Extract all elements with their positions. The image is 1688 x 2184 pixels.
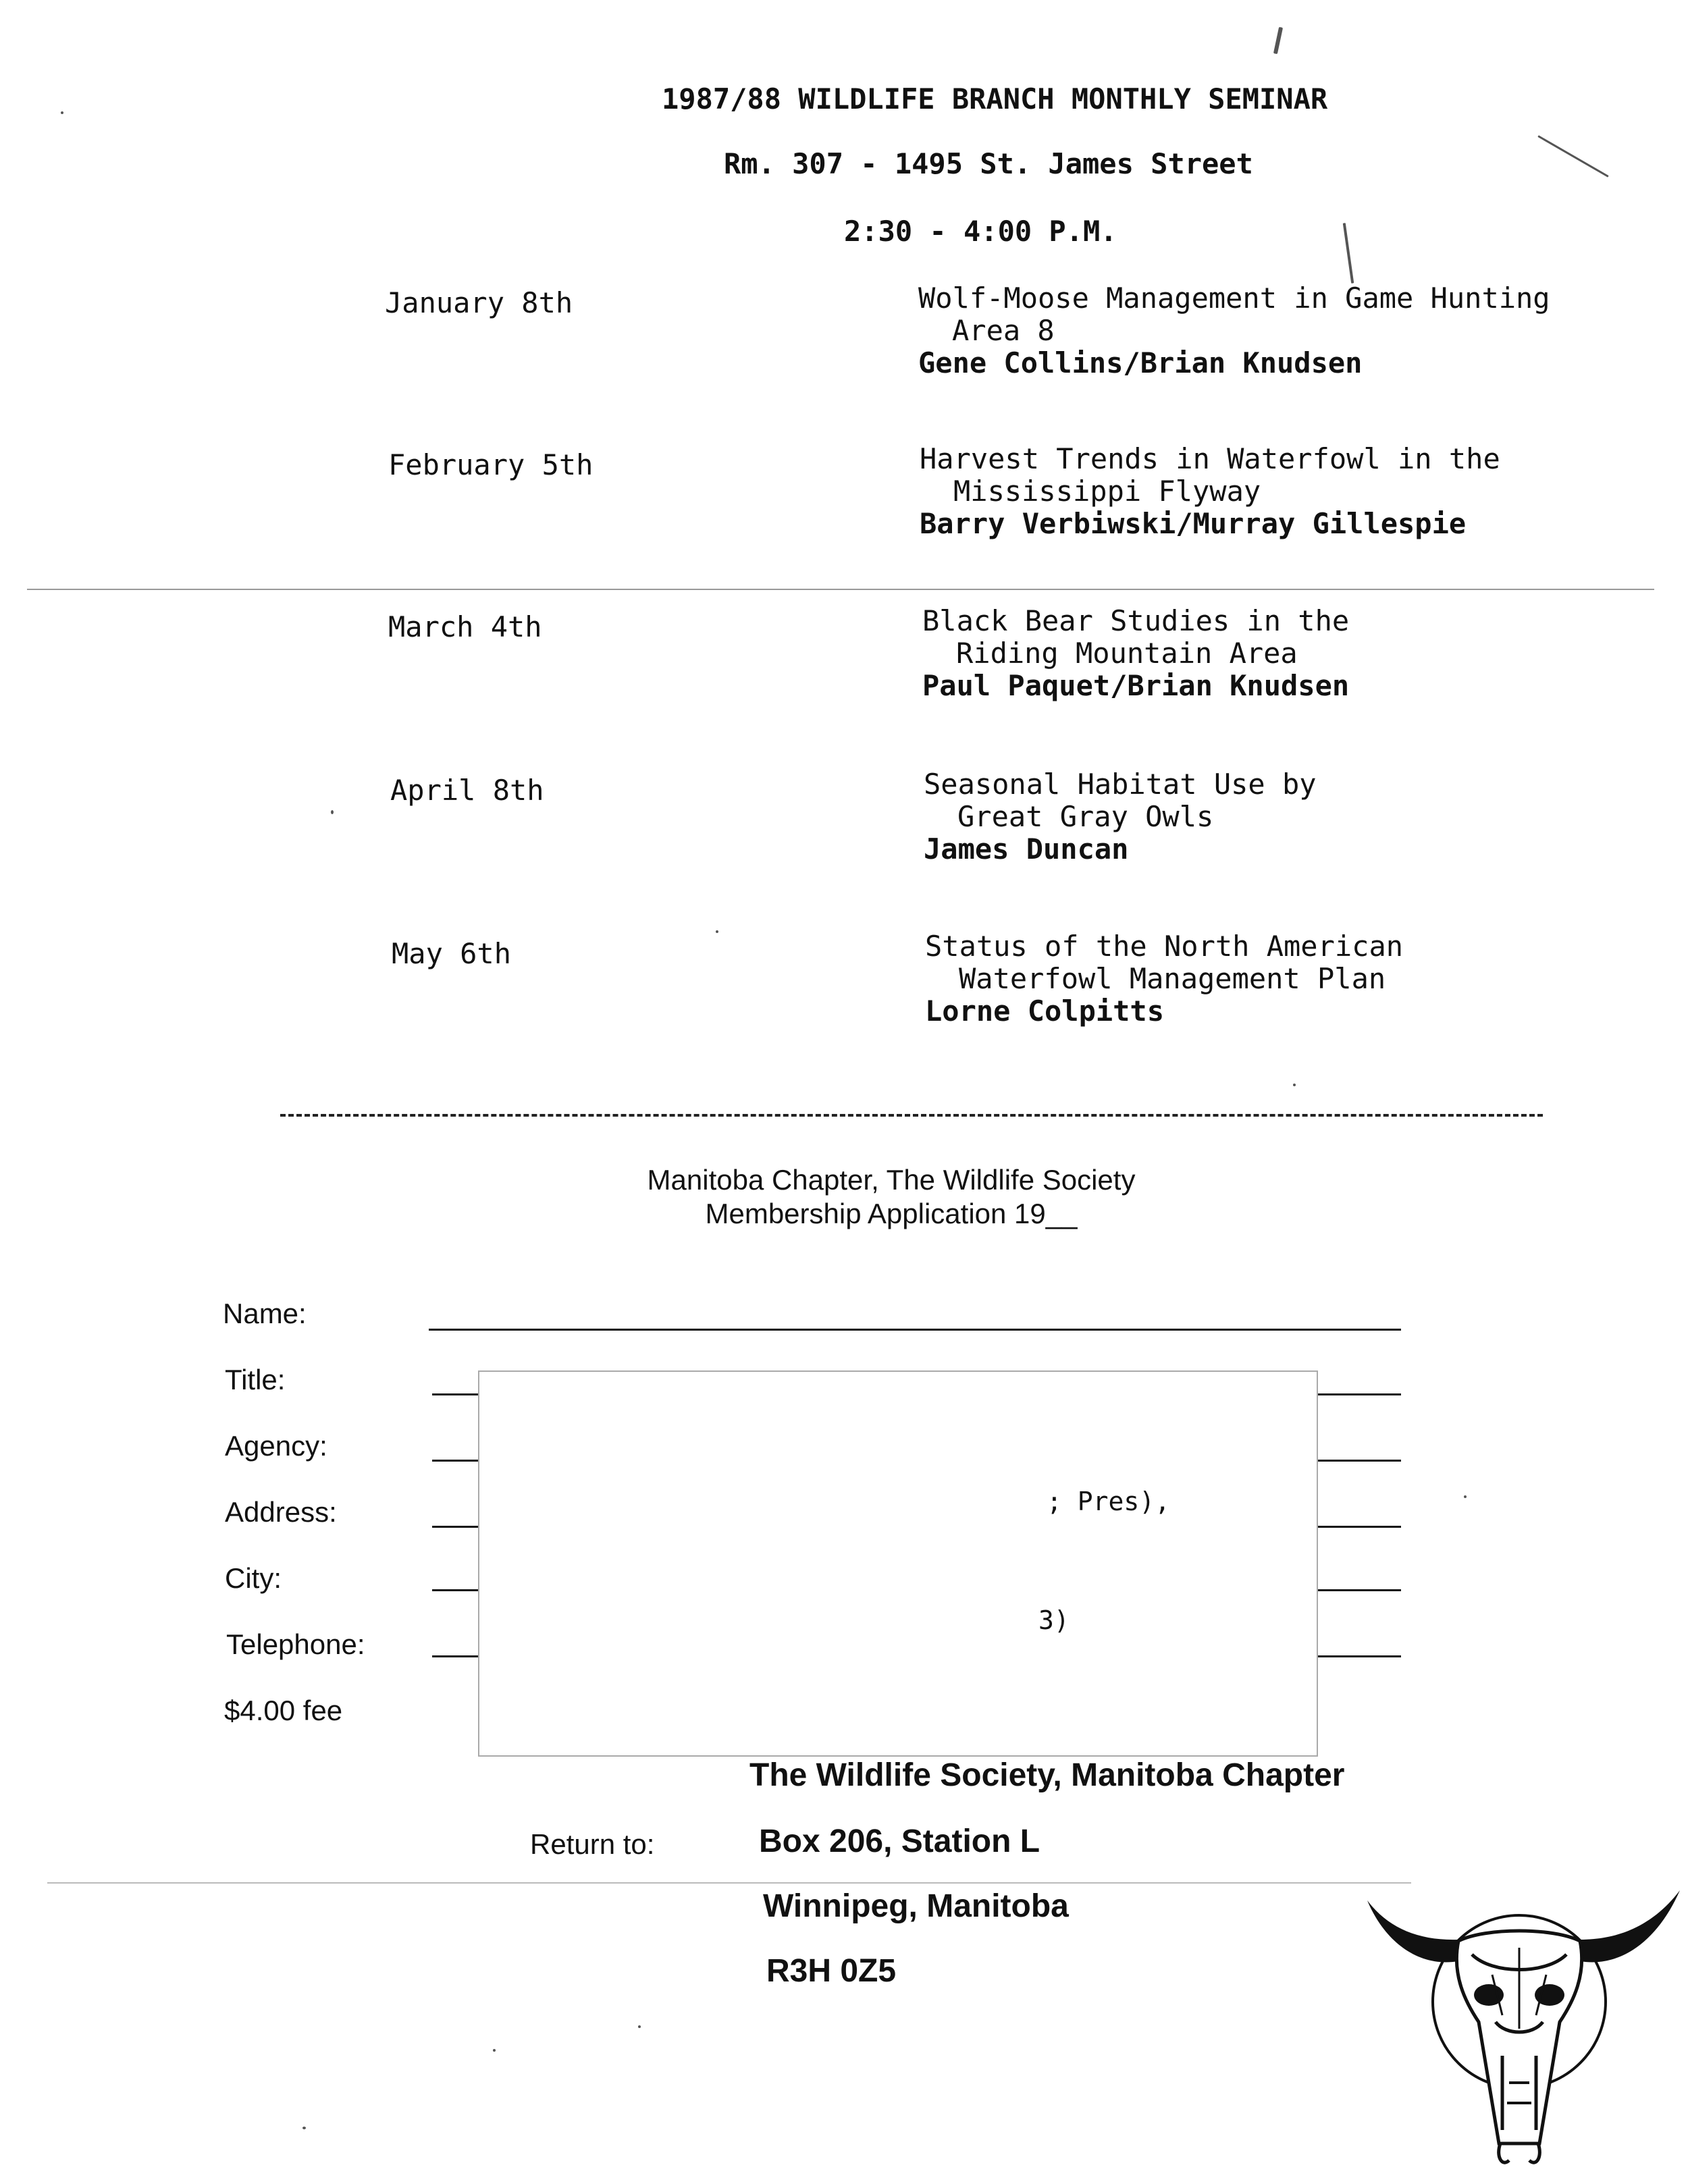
cut-line	[280, 1114, 1543, 1117]
label-address: Address:	[225, 1496, 337, 1528]
scan-speck	[1464, 1495, 1467, 1498]
return-line-1: The Wildlife Society, Manitoba Chapter	[749, 1757, 1345, 1793]
scan-speck	[716, 930, 718, 933]
return-label: Return to:	[530, 1828, 655, 1860]
session-topic-cont: Riding Mountain Area	[956, 637, 1298, 670]
scan-speck	[1293, 1084, 1296, 1086]
scan-speck	[638, 2025, 641, 2028]
session-4	[924, 768, 1317, 865]
session-1	[918, 282, 1550, 379]
session-2	[920, 443, 1500, 540]
title-field-line-left[interactable]	[432, 1393, 479, 1395]
label-fee: $4.00 fee	[224, 1695, 343, 1726]
telephone-field-line-left[interactable]	[432, 1655, 479, 1657]
session-topic-cont: Great Gray Owls	[957, 800, 1214, 833]
session-speakers: Barry Verbiwski/Murray Gillespie	[920, 507, 1467, 540]
city-field-line-right[interactable]	[1317, 1589, 1401, 1591]
scan-mark	[1273, 27, 1283, 54]
session-topic: Status of the North American	[925, 930, 1404, 963]
scan-speck	[302, 2127, 306, 2129]
scan-fold-line-2	[47, 1882, 1411, 1884]
session-speakers: James Duncan	[924, 832, 1129, 865]
address-field-line-right[interactable]	[1317, 1526, 1401, 1528]
session-date-4: April 8th	[390, 774, 544, 807]
session-topic: Seasonal Habitat Use by	[924, 768, 1317, 801]
session-date-2: February 5th	[388, 448, 594, 481]
session-speakers: Gene Collins/Brian Knudsen	[918, 346, 1363, 379]
label-agency: Agency:	[225, 1430, 327, 1462]
session-topic-cont: Waterfowl Management Plan	[959, 962, 1386, 995]
scan-fold-line	[27, 589, 1654, 590]
agency-field-line-left[interactable]	[432, 1460, 479, 1462]
pasted-cover-patch	[478, 1370, 1318, 1757]
scan-speck	[331, 810, 334, 814]
session-speakers: Paul Paquet/Brian Knudsen	[922, 669, 1350, 702]
label-city: City:	[225, 1562, 282, 1594]
form-title: Membership Application 19__	[705, 1198, 1078, 1229]
fragment-three: 3)	[1038, 1605, 1070, 1635]
telephone-field-line-right[interactable]	[1317, 1655, 1401, 1657]
scan-mark	[1343, 223, 1354, 284]
session-date-3: March 4th	[388, 610, 542, 643]
city-field-line-left[interactable]	[432, 1589, 479, 1591]
session-topic: Harvest Trends in Waterfowl in the	[920, 442, 1500, 475]
left-horn	[1367, 1900, 1458, 1963]
scan-speck	[493, 2049, 496, 2052]
seminar-title: 1987/88 WILDLIFE BRANCH MONTHLY SEMINAR	[662, 82, 1328, 115]
session-3	[922, 605, 1349, 702]
scan-speck	[61, 111, 63, 114]
form-org: Manitoba Chapter, The Wildlife Society	[647, 1164, 1136, 1196]
name-field-line[interactable]	[429, 1329, 1401, 1331]
return-line-3: Winnipeg, Manitoba	[763, 1888, 1069, 1924]
scan-mark	[1537, 135, 1608, 178]
agency-field-line-right[interactable]	[1317, 1460, 1401, 1462]
seminar-location: Rm. 307 - 1495 St. James Street	[724, 147, 1253, 180]
fragment-pres: ; Pres),	[1047, 1487, 1171, 1516]
label-telephone: Telephone:	[226, 1628, 365, 1660]
seminar-time: 2:30 - 4:00 P.M.	[844, 215, 1117, 248]
title-field-line-right[interactable]	[1317, 1393, 1401, 1395]
session-topic-cont: Area 8	[952, 314, 1055, 347]
address-field-line-left[interactable]	[432, 1526, 479, 1528]
session-date-5: May 6th	[392, 937, 512, 970]
return-line-4: R3H 0Z5	[766, 1953, 897, 1989]
bison-skull-logo	[1357, 1860, 1688, 2170]
session-date-1: January 8th	[385, 286, 573, 319]
form-heading	[567, 1163, 1215, 1231]
session-topic-cont: Mississippi Flyway	[953, 475, 1261, 508]
return-line-2: Box 206, Station L	[759, 1823, 1040, 1859]
session-speakers: Lorne Colpitts	[925, 994, 1165, 1028]
session-topic: Black Bear Studies in the	[922, 604, 1350, 637]
session-5	[925, 930, 1403, 1028]
right-horn	[1580, 1890, 1680, 1963]
session-topic: Wolf-Moose Management in Game Hunting	[918, 282, 1550, 315]
label-title: Title:	[225, 1364, 286, 1395]
label-name: Name:	[223, 1298, 307, 1329]
